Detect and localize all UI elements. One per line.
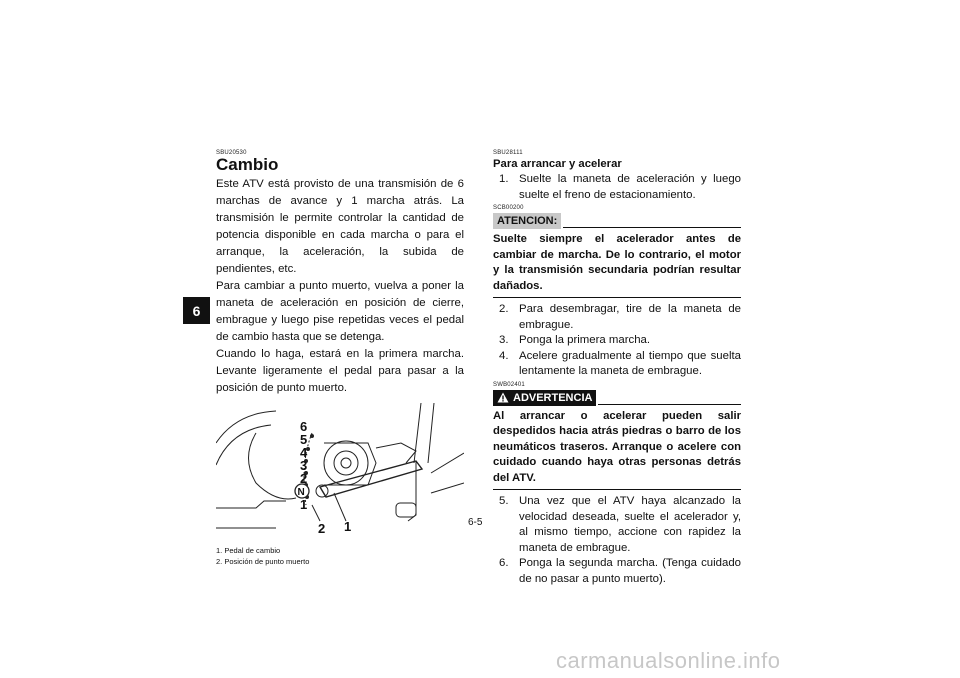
gear-label-3: 3 <box>300 458 308 473</box>
shift-pedal-drawing <box>216 403 464 543</box>
warning-header <box>493 390 741 406</box>
watermark-footer: carmanualsonline.info <box>556 648 781 673</box>
shift-pedal-illustration <box>216 403 464 543</box>
steps-list-a <box>493 172 741 203</box>
caption-1: 1. Pedal de cambio <box>216 546 281 555</box>
divider <box>598 404 741 405</box>
steps-list-c <box>493 494 741 587</box>
caution-text: Suelte siempre el acelerador antes de cambiar de marcha. De lo contrario, el motor y la transmisión secundaria podrían resultar dañados. <box>493 229 741 298</box>
paragraph-1: Este ATV está provisto de una transmisión de 6 marchas de avance y 1 marcha atrás. La transmisión le permite controlar la cantidad de potencia disponible en cada marcha o para el arranque, la aceleración, la subida de pendientes, etc. <box>216 178 464 275</box>
list-item: 1. Suelte la maneta de aceleración y luego suelte el freno de estacionamiento. <box>499 173 741 201</box>
paragraph-3: Cuando lo haga, estará en la primera marcha. Levante ligeramente el pedal para pasar a la posición de punto muerto. <box>216 348 464 394</box>
steps-list-b <box>493 302 741 380</box>
list-item: 2. Para desembragar, tire de la maneta de embrague. <box>499 303 741 331</box>
callout-2: 2 <box>318 521 326 536</box>
figure-captions <box>216 545 464 567</box>
section-heading: Para arrancar y acelerar <box>493 158 622 170</box>
paragraph-2: Para cambiar a punto muerto, vuelva a poner la maneta de aceleración en posición de cierre, embrague y luego pise repetidas veces el pedal de cambio hasta que se detenga. <box>216 280 464 343</box>
warning-text: Al arrancar o acelerar pueden salir despedidos hacia atrás piedras o barro de los neumáticos traseros. Arranque o acelere con cuidado cuando haya otras personas detrás del ATV. <box>493 406 741 491</box>
page-number: 6-5 <box>468 517 483 528</box>
left-column <box>216 150 464 567</box>
caption-2: 2. Posición de punto muerto <box>216 557 310 566</box>
right-column <box>493 150 741 587</box>
divider <box>563 227 741 228</box>
warning-code: SWB02401 <box>493 381 525 388</box>
warning-label: ADVERTENCIA <box>513 391 593 404</box>
warning-badge <box>493 390 596 406</box>
callout-1: 1 <box>344 519 352 534</box>
caution-badge: ATENCION: <box>493 213 561 229</box>
gear-label-5: 5 <box>300 432 308 447</box>
gear-label-4: 4 <box>300 445 308 460</box>
gear-label-neutral: N <box>297 487 305 498</box>
section-code: SBU20530 <box>216 150 247 156</box>
gear-label-6: 6 <box>300 419 308 434</box>
list-item: 3. Ponga la primera marcha. <box>499 334 651 346</box>
gear-label-1: 1 <box>300 497 308 512</box>
section-code: SBU28111 <box>493 150 523 156</box>
list-item: 5. Una vez que el ATV haya alcanzado la velocidad deseada, suelte el acelerador y, al mismo tiempo, accione con rapidez la maneta de embrague. <box>499 495 741 554</box>
warning-triangle-icon <box>497 392 509 403</box>
caution-code: SCB00200 <box>493 205 524 211</box>
list-item: 6. Ponga la segunda marcha. (Tenga cuidado de no pasar a punto muerto). <box>499 557 741 585</box>
chapter-tab: 6 <box>183 297 210 324</box>
caution-header <box>493 213 741 229</box>
gear-label-2: 2 <box>300 471 308 486</box>
section-title: Cambio <box>216 155 279 174</box>
list-item: 4. Acelere gradualmente al tiempo que suelta lentamente la maneta de embrague. <box>499 349 741 377</box>
